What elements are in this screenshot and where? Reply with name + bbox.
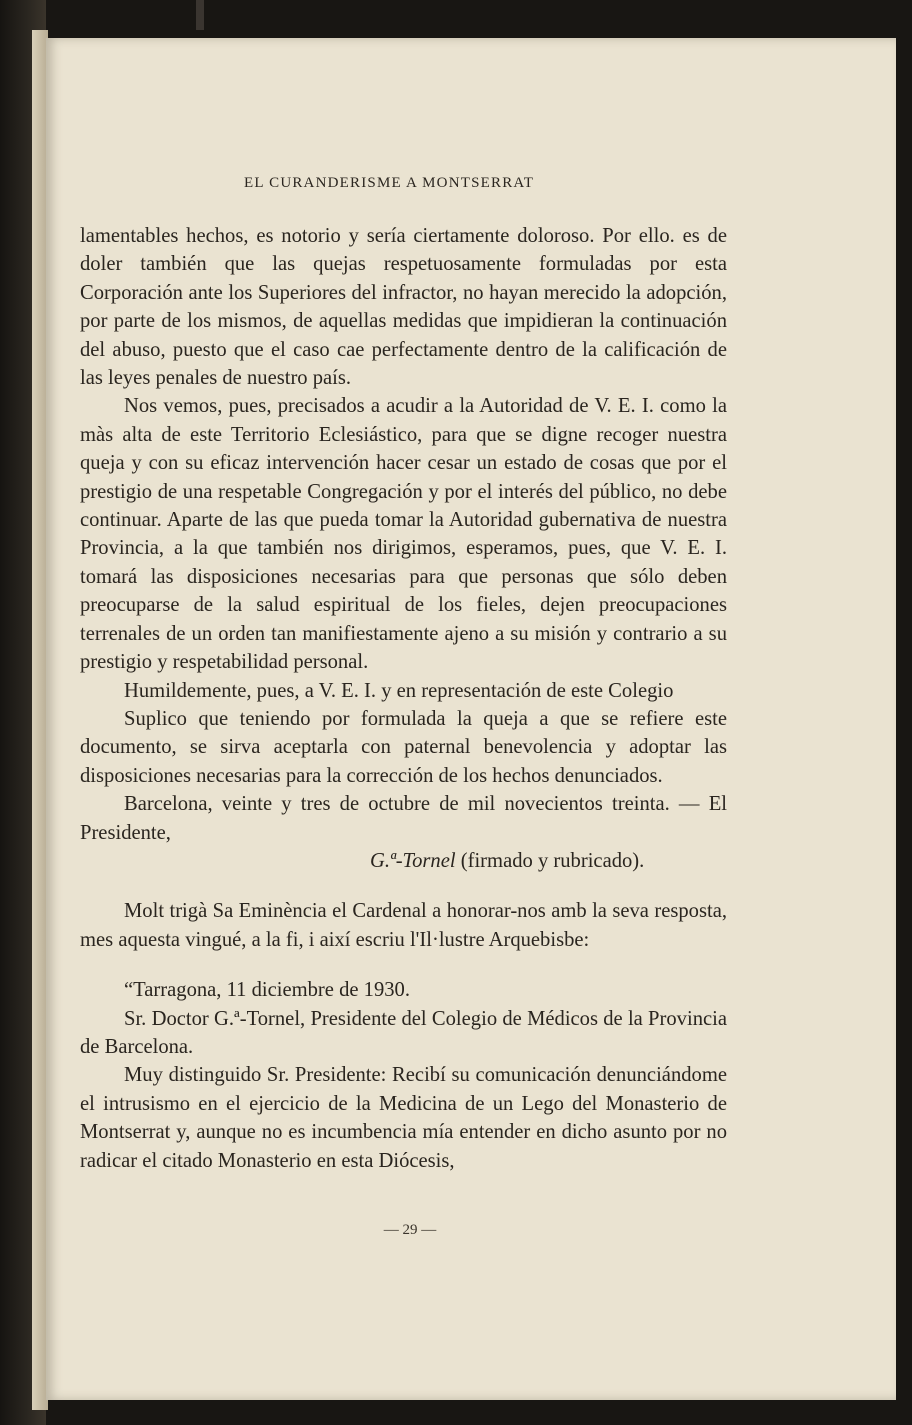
letter-body: Muy distinguido Sr. Presidente: Recibí su comunicación denunciándome el intrusismo en el ejercicio de la Medicina de un Lego del Monasterio de Montserrat y, aunque no es incumbencia mía entender en dicho asunto por no radicar el citado Monasterio en esta Diócesis, <box>80 1064 727 1172</box>
paragraph-1: lamentables hechos, es notorio y sería ciertamente doloroso. Por ello. es de doler también que las quejas respetuosamente formuladas por esta Corporación ante los Superiores del infractor, no hayan merecido la adopción, por parte de los mismos, de aquellas medidas que impidieran la continuación del abuso, puesto que el caso cae perfectamente dentro de la calificación de las leyes penales de nuestro país. <box>80 225 727 390</box>
paragraph-2: Nos vemos, pues, precisados a acudir a la Autoridad de V. E. I. como la màs alta de este Territorio Eclesiástico, para que se digne recoger nuestra queja y con su eficaz intervención hacer cesar un estado de cosas que por el prestigio de una respetable Congregación y por el interés del público, no debe continuar. Aparte de las que pueda tomar la Autoridad gubernativa de nuestra Provincia, a la que también nos dirigimos, esperamos, pues, que V. E. I. tomará las disposiciones necesarias para que personas que sólo deben preocuparse de la salud espiritual de los fieles, dejen preocupaciones terrenales de un orden tan manifiestamente ajeno a su misión y contrario a su prestigio y respetabilidad personal. <box>80 395 727 674</box>
signature-note: (firmado y rubricado). <box>460 849 645 872</box>
page-body <box>80 222 727 1175</box>
letter-addressee: Sr. Doctor G.ª-Tornel, Presidente del Colegio de Médicos de la Provincia de Barcelona. <box>80 1007 727 1058</box>
paragraph-5: Barcelona, veinte y tres de octubre de mil novecientos treinta. — El Presidente, <box>80 793 727 844</box>
paragraph-6: Molt trigà Sa Eminència el Cardenal a honorar-nos amb la seva resposta, mes aquesta vingué, a la fi, i així escriu l'Il·lustre Arquebisbe: <box>80 900 727 951</box>
page-number: — 29 — <box>383 1222 437 1238</box>
section-gap-2 <box>80 954 727 976</box>
paragraph-3: Humildemente, pues, a V. E. I. y en representación de este Colegio <box>124 679 674 702</box>
section-gap <box>80 875 727 897</box>
running-head: EL CURANDERISME A MONTSERRAT <box>244 175 535 191</box>
binding-mark <box>196 0 204 30</box>
signature-line <box>80 847 727 875</box>
signature-name: G.ª-Tornel <box>370 849 456 872</box>
paragraph-4: Suplico que teniendo por formulada la queja a que se refiere este documento, se sirva aceptarla con paternal benevolencia y adoptar las disposiciones necesarias para la corrección de los hechos denunciados. <box>80 707 727 787</box>
letter-dateline: “Tarragona, 11 diciembre de 1930. <box>124 979 410 1002</box>
